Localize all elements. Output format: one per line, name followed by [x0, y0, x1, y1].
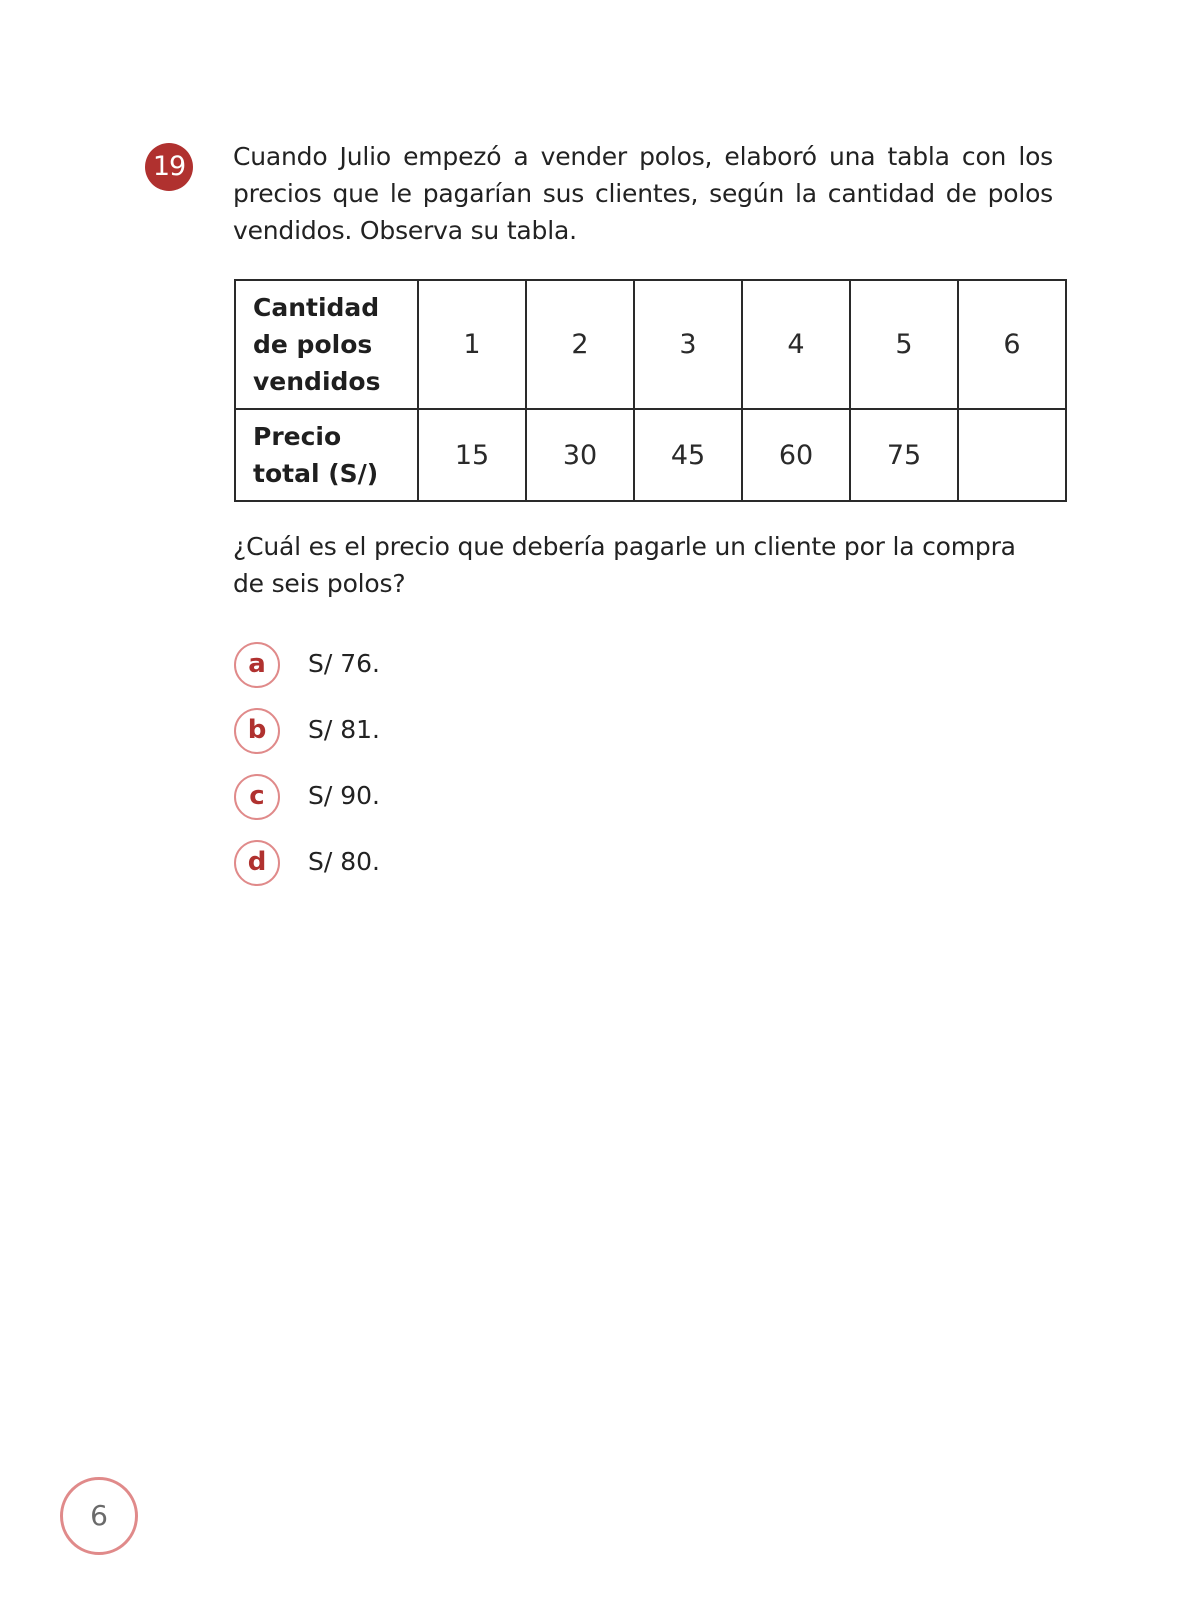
- option-text[interactable]: S/ 90.: [308, 781, 380, 810]
- table-cell: 60: [742, 409, 850, 501]
- option-text[interactable]: S/ 76.: [308, 649, 380, 678]
- row-header-quantity: [235, 280, 418, 409]
- option-letter-badge[interactable]: b: [234, 708, 280, 754]
- option-text[interactable]: S/ 81.: [308, 715, 380, 744]
- option-b[interactable]: [234, 708, 634, 754]
- question-text: Cuando Julio empezó a vender polos, elaboró una tabla con los precios que le pagarían sus clientes, según la cantidad de polos vendidos. Observa su tabla.: [233, 142, 1053, 245]
- row-header-line: Precio: [253, 422, 342, 451]
- option-c[interactable]: [234, 774, 634, 820]
- option-letter-badge[interactable]: a: [234, 642, 280, 688]
- table-cell: 5: [850, 280, 958, 409]
- page-number: 6: [60, 1477, 138, 1555]
- option-letter-badge[interactable]: c: [234, 774, 280, 820]
- table-cell: 30: [526, 409, 634, 501]
- table-cell: 4: [742, 280, 850, 409]
- row-header-price: [235, 409, 418, 501]
- table-row-price: [235, 409, 1066, 501]
- table-cell: 45: [634, 409, 742, 501]
- table-cell: 6: [958, 280, 1066, 409]
- option-letter-badge[interactable]: d: [234, 840, 280, 886]
- table-cell-empty: [958, 409, 1066, 501]
- table-cell: 15: [418, 409, 526, 501]
- option-a[interactable]: [234, 642, 634, 688]
- answer-options: [234, 642, 634, 906]
- table-cell: 75: [850, 409, 958, 501]
- table-cell: 1: [418, 280, 526, 409]
- question-number-badge: 19: [145, 143, 193, 191]
- row-header-line: Cantidad: [253, 293, 380, 322]
- option-text[interactable]: S/ 80.: [308, 847, 380, 876]
- question-prompt: ¿Cuál es el precio que debería pagarle un cliente por la compra de seis polos?: [233, 532, 1016, 598]
- option-d[interactable]: [234, 840, 634, 886]
- row-header-line: de polos: [253, 330, 373, 359]
- row-header-line: total (S/): [253, 459, 379, 488]
- row-header-line: vendidos: [253, 367, 381, 396]
- table-row-quantity: [235, 280, 1066, 409]
- table-cell: 2: [526, 280, 634, 409]
- price-table: [234, 279, 1067, 502]
- table-cell: 3: [634, 280, 742, 409]
